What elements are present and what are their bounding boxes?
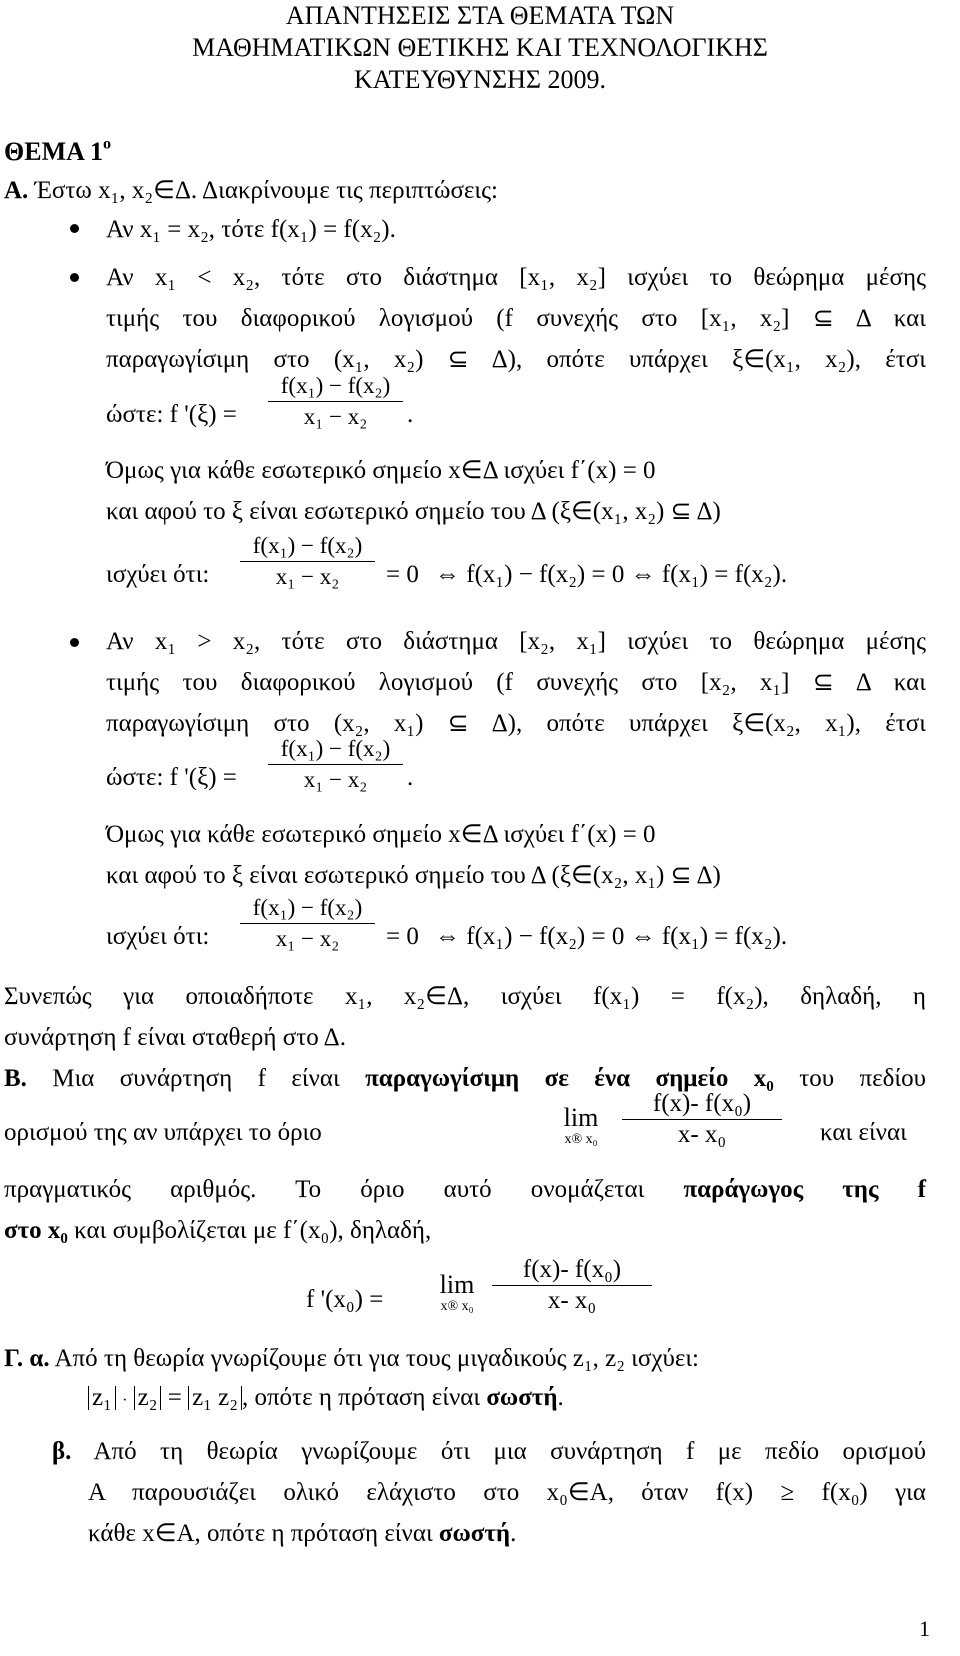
case-3-line-6: και αφού το ξ είναι εσωτερικό σημείο του Δ (ξ∈(x₂, x₁) ⊆ Δ) xyxy=(106,862,721,889)
abs-z2: z₂ xyxy=(134,1386,162,1410)
derivative-definition-fraction: f(x)- f(x₀) x- x₀ xyxy=(492,1256,652,1315)
part-c-beta-line-3: κάθε x∈A, οπότε η πρόταση είναι σωστή. xyxy=(88,1520,517,1547)
case-3-line-2: τιμής του διαφορικού λογισμού (f συνεχής στο [x₂, x₁] ⊆ Δ και xyxy=(106,669,926,696)
case-1-text: Αν x₁ = x₂, τότε f(x₁) = f(x₂). xyxy=(106,216,396,243)
case-2-line-1: Αν x₁ < x₂, τότε στο διάστημα [x₁, x₂] ισχύει το θεώρημα μέσης xyxy=(106,264,926,291)
part-c-label: Γ. α. xyxy=(4,1345,50,1372)
case-3-period: . xyxy=(407,764,414,791)
part-c-beta-line-2: A παρουσιάζει ολικό ελάχιστο στο x₀∈A, όταν f(x) ≥ f(x₀) για xyxy=(88,1479,926,1506)
part-b-line-2-end: και είναι xyxy=(820,1119,907,1146)
conclusion-line-1: Συνεπώς για οποιαδήποτε x₁, x₂∈Δ, ισχύει f(x₁) = f(x₂), δηλαδή, η xyxy=(4,983,926,1010)
case-2-claim-label: ισχύει ότι: xyxy=(106,561,210,588)
title-line-2: ΜΑΘΗΜΑΤΙΚΩΝ ΘΕΤΙΚΗΣ ΚΑΙ ΤΕΧΝΟΛΟΓΙΚΗΣ xyxy=(192,33,768,62)
part-b-line-4: στο x₀ και συμβολίζεται με f΄(x₀), δηλαδή, xyxy=(4,1217,432,1244)
part-b-limit: lim x® x₀ xyxy=(563,1103,599,1147)
abs-z1-z2: z₁ z₂ xyxy=(188,1386,242,1410)
part-c-alpha-line-1: Γ. α. Από τη θεωρία γνωρίζουμε ότι για τους μιγαδικούς z₁, z₂ ισχύει: xyxy=(4,1345,699,1372)
case-2-line-6: και αφού το ξ είναι εσωτερικό σημείο του Δ (ξ∈(x₁, x₂) ⊆ Δ) xyxy=(106,498,721,525)
case-2-mvt-fraction: f(x₁) − f(x₂) x₁ − x₂ xyxy=(268,372,403,431)
derivative-definition-limit: lim x® x₀ xyxy=(439,1270,475,1314)
part-c-alpha-line-2: z₁ · z₂ = z₁ z₂ , οπότε η πρόταση είναι σωστή. xyxy=(88,1383,564,1413)
part-b-label: Β. xyxy=(4,1065,27,1092)
beta-label: β. xyxy=(52,1438,72,1465)
case-2-claim-fraction: f(x₁) − f(x₂) x₁ − x₂ xyxy=(240,532,375,591)
bullet-icon xyxy=(70,638,79,647)
theme-heading: ΘΕΜΑ $1^o$ xyxy=(4,135,112,166)
case-2-line-5: Όμως για κάθε εσωτερικό σημείο x∈Δ ισχύει f΄(x) = 0 xyxy=(106,457,656,484)
title-line-3: ΚΑΤΕΥΘΥΝΣΗΣ 2009. xyxy=(353,65,606,94)
page-number: 1 xyxy=(919,1616,930,1641)
case-3-claim-eq: = 0 xyxy=(386,923,419,950)
part-b-line-2-text: ορισμού της αν υπάρχει το όριο xyxy=(4,1119,322,1146)
case-3-line-1: Αν x₁ > x₂, τότε στο διάστημα [x₂, x₁] ισχύει το θεώρημα μέσης xyxy=(106,628,926,655)
case-3-mvt-fraction: f(x₁) − f(x₂) x₁ − x₂ xyxy=(268,735,403,794)
case-3-claim-fraction: f(x₁) − f(x₂) x₁ − x₂ xyxy=(240,894,375,953)
part-c-beta-line-1: β. Από τη θεωρία γνωρίζουμε ότι μια συνάρτηση f με πεδίο ορισμού xyxy=(52,1438,926,1465)
derivative-definition-lhs: f '(x₀) = xyxy=(306,1286,384,1313)
case-2-line-3: παραγωγίσιμη στο (x₁, x₂) ⊆ Δ), οπότε υπάρχει ξ∈(x₁, x₂), έτσι xyxy=(106,346,926,373)
bullet-icon xyxy=(70,224,79,233)
case-2-line-2: τιμής του διαφορικού λογισμού (f συνεχής στο [x₁, x₂] ⊆ Δ και xyxy=(106,305,926,332)
part-b-limit-fraction: f(x)- f(x₀) x- x₀ xyxy=(622,1090,782,1149)
abs-z1: z₁ xyxy=(88,1386,116,1410)
part-b-line-1: Β. Μια συνάρτηση f είναι παραγωγίσιμη σε ένα σημείο x₀ του πεδίου xyxy=(4,1065,927,1092)
case-2-mvt-label: ώστε: f '(ξ) = xyxy=(106,401,237,428)
bullet-icon xyxy=(70,273,79,282)
case-3-line-3: παραγωγίσιμη στο (x₂, x₁) ⊆ Δ), οπότε υπάρχει ξ∈(x₂, x₁), έτσι xyxy=(106,710,926,737)
part-a-label: Α. xyxy=(4,177,29,204)
case-3-claim-label: ισχύει ότι: xyxy=(106,923,210,950)
case-2-period: . xyxy=(407,401,414,428)
title-line-1: ΑΠΑΝΤΗΣΕΙΣ ΣΤΑ ΘΕΜΑΤΑ ΤΩΝ xyxy=(285,1,675,30)
part-a-intro: Α. Έστω x₁, x₂∈Δ. Διακρίνουμε τις περιπτώσεις: xyxy=(4,177,498,204)
conclusion-line-2: συνάρτηση f είναι σταθερή στο Δ. xyxy=(4,1024,346,1051)
case-2-claim-eq: = 0 xyxy=(386,561,419,588)
part-b-line-3: πραγματικός αριθμός. Το όριο αυτό ονομάζεται παράγωγος της f xyxy=(4,1176,926,1203)
case-3-claim-rest: ⇔ f(x₁) − f(x₂) = 0 ⇔ f(x₁) = f(x₂). xyxy=(435,923,788,950)
case-3-mvt-label: ώστε: f '(ξ) = xyxy=(106,764,237,791)
case-3-line-5: Όμως για κάθε εσωτερικό σημείο x∈Δ ισχύει f΄(x) = 0 xyxy=(106,821,656,848)
case-2-claim-rest: ⇔ f(x₁) − f(x₂) = 0 ⇔ f(x₁) = f(x₂). xyxy=(435,561,788,588)
